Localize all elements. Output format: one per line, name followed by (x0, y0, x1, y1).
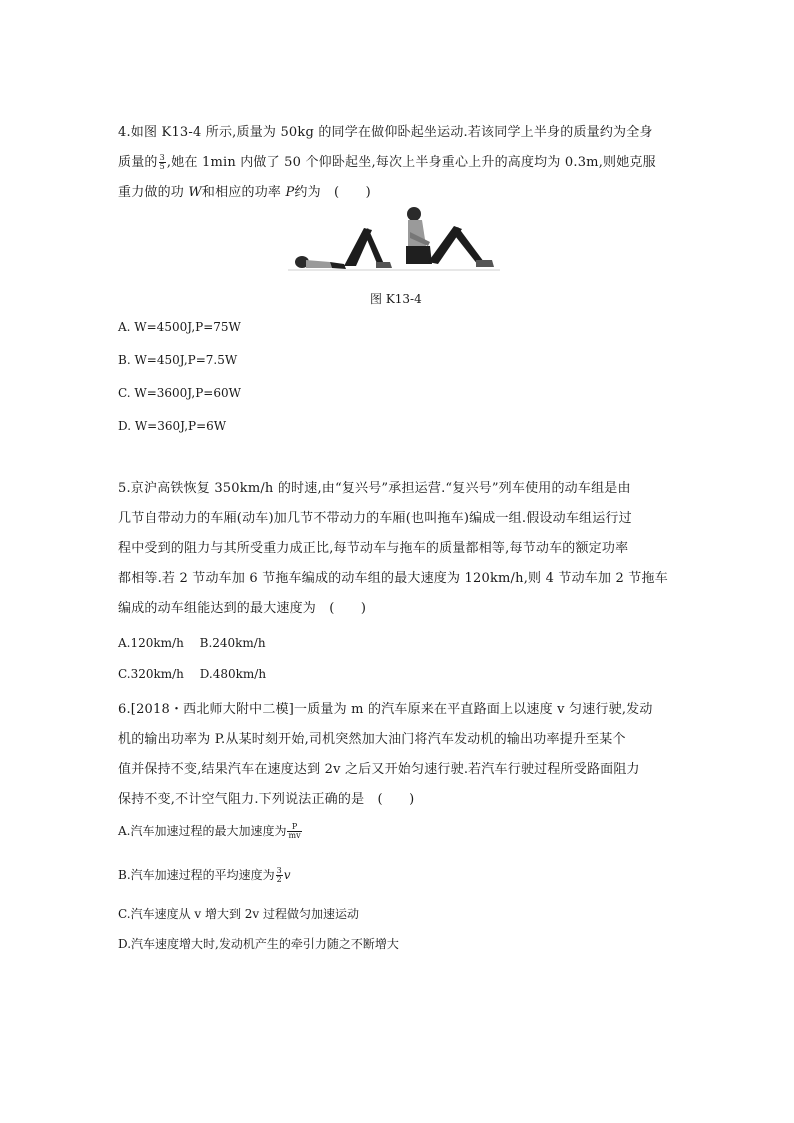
q5-line-5: 编成的动车组能达到的最大速度为 ( ) (118, 601, 367, 616)
q6-line-4: 保持不变,不计空气阻力.下列说法正确的是 ( ) (118, 792, 415, 807)
q6-option-b (118, 866, 291, 884)
q4-line-2 (118, 148, 678, 178)
q4-line-3-post: 约为 ( ) (294, 185, 371, 200)
question-5 (118, 474, 678, 624)
q4-option-b: B. W=450J,P=7.5W (118, 353, 238, 367)
fraction-numerator: 3 (276, 866, 282, 875)
q6-option-a (118, 822, 303, 840)
q4-option-c: C. W=3600J,P=60W (118, 386, 241, 400)
q6-option-c: C.汽车速度从 v 增大到 2v 过程做匀加速运动 (118, 907, 360, 921)
q6-line-3: 值并保持不变,结果汽车在速度达到 2v 之后又开始匀速行驶.若汽车行驶过程所受路面阻力 (118, 762, 640, 777)
variable-w: W (188, 185, 202, 200)
q6-line-1: 6.[2018・西北师大附中二模]一质量为 m 的汽车原来在平直路面上以速度 v 匀速行驶,发动 (118, 702, 653, 717)
q5-line-4: 都相等.若 2 节动车加 6 节拖车编成的动车组的最大速度为 120km/h,则 4 节动车加 2 节拖车 (118, 571, 668, 586)
q4-line-3-mid: 和相应的功率 (201, 185, 286, 200)
fraction-numerator: P (287, 823, 301, 832)
fraction-p-over-mv (287, 823, 301, 840)
q4-option-d: D. W=360J,P=6W (118, 419, 227, 433)
question-4 (118, 118, 678, 208)
q6-option-b-text: B.汽车加速过程的平均速度为 (118, 868, 275, 882)
q4-line-3-pre: 重力做的功 (118, 185, 189, 200)
q5-line-3: 程中受到的阻力与其所受重力成正比,每节动车与拖车的质量都相等,每节动车的额定功率 (118, 541, 629, 556)
q4-line-2-post: ,她在 1min 内做了 50 个仰卧起坐,每次上半身重心上升的高度均为 0.3m,则她克服 (166, 155, 656, 170)
q4-line-2-pre: 质量的 (118, 155, 158, 170)
fraction-denominator: 2 (276, 875, 282, 884)
q5-options-row-2: C.320km/h D.480km/h (118, 667, 267, 681)
variable-p: P (285, 185, 295, 200)
fraction-denominator: 5 (159, 162, 165, 171)
fraction-three-halves (276, 867, 283, 884)
situp-figure-illustration (288, 202, 508, 282)
figure-caption: 图 K13-4 (370, 292, 422, 306)
q5-line-2: 几节自带动力的车厢(动车)加几节不带动力的车厢(也叫拖车)编成一组.假设动车组运行过 (118, 511, 632, 526)
q5-line-1: 5.京沪高铁恢复 350km/h 的时速,由“复兴号”承担运营.“复兴号”列车使用的动车组是由 (118, 481, 631, 496)
q5-options-row-1: A.120km/h B.240km/h (118, 636, 266, 650)
q6-option-a-text: A.汽车加速过程的最大加速度为 (118, 824, 287, 838)
q4-option-a: A. W=4500J,P=75W (118, 320, 241, 334)
variable-v: v (283, 868, 291, 882)
q4-line-1: 4.如图 K13-4 所示,质量为 50kg 的同学在做仰卧起坐运动.若该同学上半身的质量约为全身 (118, 125, 653, 140)
fraction-denominator: mv (288, 831, 301, 840)
q6-line-2: 机的输出功率为 P.从某时刻开始,司机突然加大油门将汽车发动机的输出功率提升至某个 (118, 732, 626, 747)
fraction-three-fifths (159, 154, 166, 171)
fraction-numerator: 3 (159, 153, 165, 162)
q6-option-d: D.汽车速度增大时,发动机产生的牵引力随之不断增大 (118, 937, 399, 951)
question-6 (118, 695, 678, 815)
